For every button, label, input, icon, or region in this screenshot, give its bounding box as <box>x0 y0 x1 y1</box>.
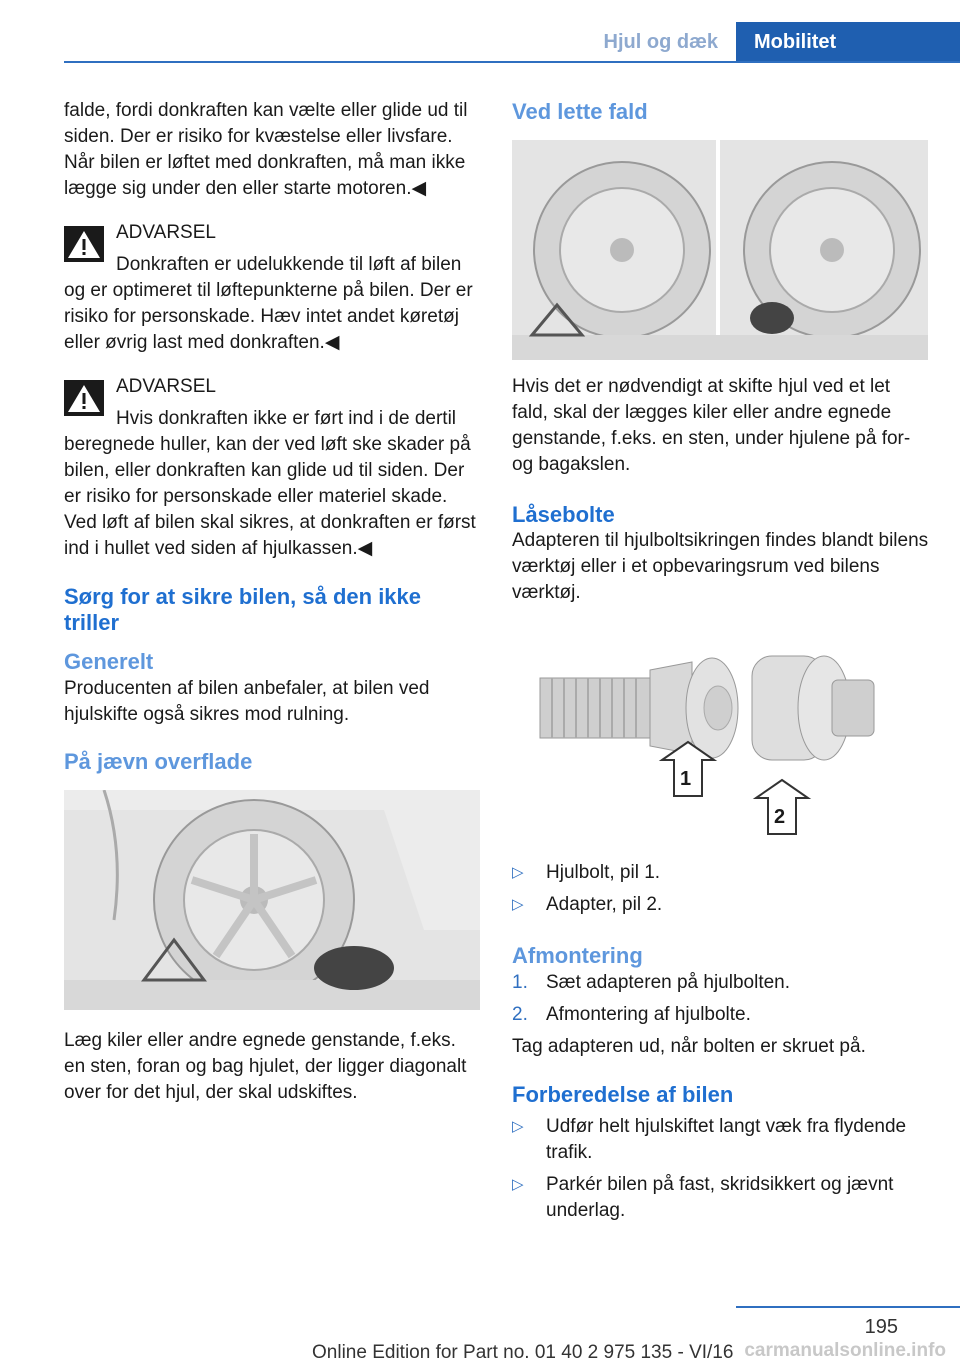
paragraph-general: Producenten af bilen anbefaler, at bilen ved hjulskifte også sikres mod rulning. <box>64 678 430 725</box>
triangle-bullet-icon: ▷ <box>512 1118 524 1135</box>
warning-block-1 <box>64 220 482 356</box>
arrow-label-1: 1 <box>680 768 692 790</box>
triangle-bullet-icon: ▷ <box>512 864 524 881</box>
tab-mobility[interactable]: Mobilitet <box>736 22 960 62</box>
figure-slope <box>512 140 928 360</box>
paragraph-continued: falde, fordi donkraften kan vælte eller glide ud til siden. Der er risiko for kvæstelse eller livsfare. Når bilen er løftet med donkraften, må man ikke lægge sig under den eller starte motoren.◀ <box>64 100 468 199</box>
list-item: ▷ Parkér bilen på fast, skridsikkert og jævnt underlag. <box>512 1174 894 1221</box>
list-item: 1. Sæt adapteren på hjulbolten. <box>512 972 791 993</box>
footer-rule <box>736 1306 960 1308</box>
figure-wheel-chocked <box>64 790 480 1010</box>
tab-wheels-tyres[interactable]: Hjul og dæk <box>603 31 718 53</box>
prepare-list <box>512 1114 930 1224</box>
subheading-remove: Afmontering <box>512 943 643 968</box>
right-column <box>512 98 930 1230</box>
paragraph-slope: Hvis det er nødvendigt at skifte hjul ved et let fald, skal der lægges kiler eller andre egnede genstande, f.eks. en sten, under hjulene på for- og bagakslen. <box>512 376 911 475</box>
section-heading-bolts: Låsebolte <box>512 502 615 527</box>
warning-text: Hvis donkraften ikke er ført ind i de dertil beregnede huller, kan der ved løft ske skader på bilen, eller donkraften kan glide ud til siden. Der er risiko for personskade eller materiel skade. Ved løft af bilen skal sikres, at donkraften er først ind i hullet ved siden af hjulkassen.◀ <box>64 408 476 559</box>
paragraph-remove: Tag adapteren ud, når bolten er skruet på. <box>512 1036 866 1057</box>
remove-steps <box>512 970 930 1028</box>
subheading-slope: Ved lette fald <box>512 99 648 124</box>
bolt-adapter-illustration <box>512 630 928 850</box>
two-wheels-illustration <box>512 140 928 360</box>
list-item: ▷ Adapter, pil 2. <box>512 892 930 918</box>
subheading-flat: På jævn overflade <box>64 749 253 774</box>
warning-title: ADVARSEL <box>116 376 216 397</box>
wheel-illustration <box>64 790 480 1010</box>
list-item: ▷ Hjulbolt, pil 1. <box>512 860 930 886</box>
page-header <box>64 22 960 62</box>
figure-bolt-adapter <box>512 630 928 850</box>
subheading-general: Generelt <box>64 649 154 674</box>
list-item: ▷ Udfør helt hjulskiftet langt væk fra flydende trafik. <box>512 1116 907 1163</box>
section-heading-prepare: Forberedelse af bilen <box>512 1082 734 1107</box>
arrow-label-2: 2 <box>774 806 786 828</box>
list-item: 2. Afmontering af hjulbolte. <box>512 1004 751 1025</box>
warning-triangle-icon <box>64 380 104 416</box>
triangle-bullet-icon: ▷ <box>512 1176 524 1193</box>
paragraph-bolts: Adapteren til hjulboltsikringen findes blandt bilens værktøj eller i et opbevaringsrum ved bilens værktøj. <box>512 530 929 603</box>
bolt-part-list <box>512 860 930 918</box>
header-rule <box>64 61 960 63</box>
warning-block-2 <box>64 374 482 562</box>
left-column <box>64 98 482 1106</box>
warning-triangle-icon <box>64 226 104 262</box>
edition-text: Online Edition for Part no. 01 40 2 975 135 - VI/16 <box>312 1342 734 1363</box>
paragraph-flat: Læg kiler eller andre egnede genstande, f.eks. en sten, foran og bag hjulet, der ligger diagonalt over for det hjul, der skal udskiftes. <box>64 1030 467 1103</box>
warning-title: ADVARSEL <box>116 222 216 243</box>
section-heading-secure: Sørg for at sikre bilen, så den ikke triller <box>64 584 422 635</box>
page-number: 195 <box>864 1316 898 1338</box>
warning-text: Donkraften er udelukkende til løft af bilen og er optimeret til løftepunkterne på bilen. Der er risiko for personskade. Hæv intet andet køretøj eller øvrig last med donkraften.◀ <box>64 254 473 353</box>
watermark: carmanualsonline.info <box>744 1340 946 1361</box>
triangle-bullet-icon: ▷ <box>512 896 524 913</box>
